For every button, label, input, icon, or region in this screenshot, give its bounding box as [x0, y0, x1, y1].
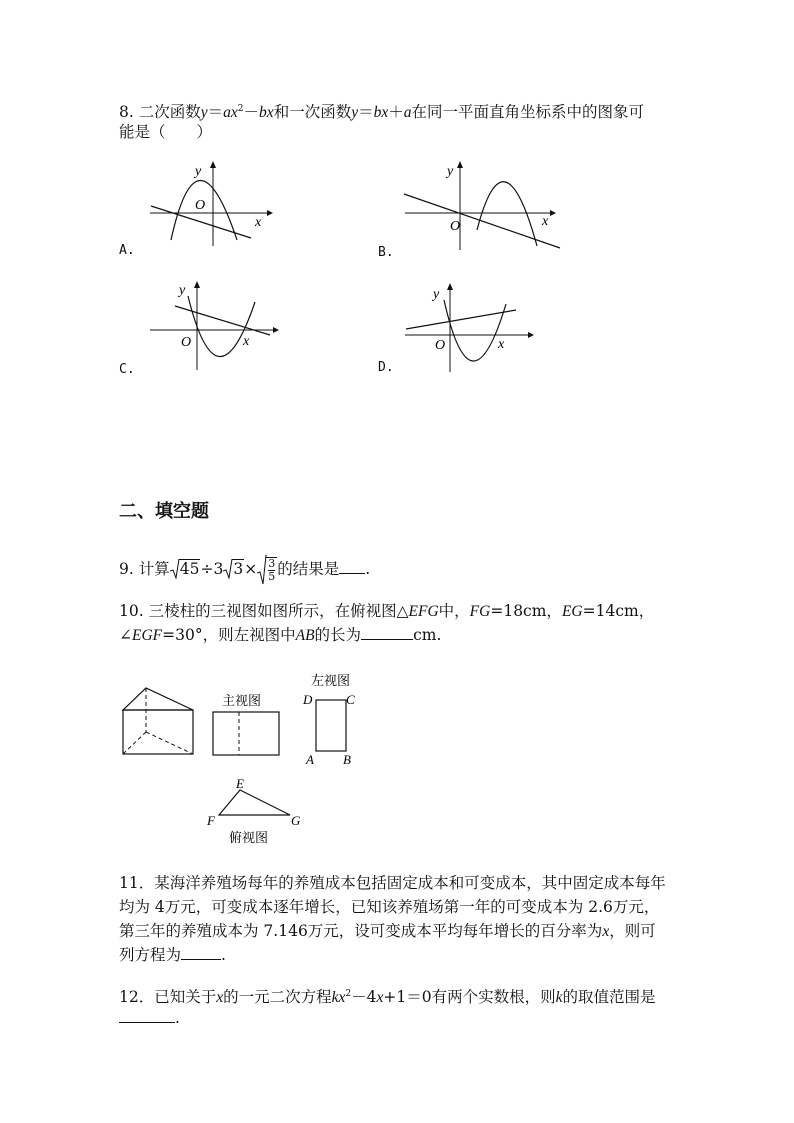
q9-radicand-45: 45 [179, 560, 200, 578]
left-view-rect [316, 700, 346, 751]
q9-answer-blank[interactable] [339, 558, 365, 574]
q8-number: 8. [119, 103, 134, 122]
q10-number: 10. [119, 602, 144, 620]
graph-c-x-arrow [273, 327, 279, 333]
graph-c-y-arrow [194, 281, 200, 288]
top-view-label: 俯视图 [229, 831, 269, 846]
q8-g-eq: ＝ [358, 103, 374, 122]
q8-text-c: 在同一平面直角坐标系中的图象可 [411, 103, 645, 122]
q8-f-ax: ax [223, 104, 238, 122]
graph-d-parabola [444, 300, 506, 361]
prism-drawing [123, 688, 193, 754]
q10-line1 [119, 600, 654, 623]
front-view-label: 主视图 [222, 694, 262, 709]
q12-end: . [175, 1009, 180, 1027]
graph-c-x-label: x [243, 334, 250, 349]
q10-ab: AB [295, 627, 315, 644]
q8-g-bx: bx [373, 104, 389, 122]
q11-answer-blank[interactable] [181, 944, 221, 960]
graph-d-x-arrow [528, 332, 534, 338]
q12-line1 [119, 983, 656, 1009]
q12-eq-rest: +1＝0 [383, 988, 432, 1007]
q9-times: × [244, 560, 258, 578]
q9-number: 9. [119, 560, 134, 578]
q9-sqrt-3 [223, 556, 244, 582]
graph-b-x-arrow [550, 210, 556, 216]
q8-g-y: y [351, 104, 359, 122]
graph-a-x-label: x [255, 215, 262, 230]
q9-radicand-3: 3 [233, 560, 244, 578]
q10-egf: EGF [132, 627, 163, 644]
graph-c-y-label: y [179, 283, 186, 298]
graph-b-x-label: x [542, 214, 549, 229]
q8-f-eq: ＝ [207, 103, 224, 122]
q10-t7: cm. [413, 626, 442, 644]
q9-line [119, 556, 370, 588]
q12-t1: 已知关于 [154, 988, 217, 1007]
graph-d-line [406, 310, 516, 329]
q10-angle: ∠ [119, 626, 132, 644]
graph-d-y-arrow [447, 283, 453, 290]
graph-a-y-label: y [195, 164, 202, 179]
q12-t3: 有两个实数根，则 [431, 988, 556, 1007]
q10-t6: 的长为 [314, 626, 362, 644]
q9-end: . [365, 560, 371, 578]
option-d-label: D. [378, 360, 394, 375]
q12-k: k [555, 989, 563, 1007]
graph-c [145, 278, 285, 373]
q8-g-plus: ＋ [388, 103, 404, 122]
label-g: G [291, 813, 301, 828]
q9-sqrt-frac [257, 557, 277, 588]
q12-eq-minus4: －4 [351, 988, 377, 1007]
q12-eq-x: x [376, 989, 384, 1007]
front-view-rect [213, 712, 279, 755]
q10-t5: =30°，则左视图中 [162, 626, 296, 644]
q12-number: 12． [119, 988, 155, 1007]
q9-pre: 计算 [138, 560, 170, 578]
q11-line1: 11．某海洋养殖场每年的养殖成本包括固定成本和可变成本，其中固定成本每年 [119, 874, 666, 892]
graph-b-line [404, 194, 560, 248]
q12-line2 [119, 1007, 180, 1029]
q8-f-y: y [200, 104, 208, 122]
q11-line4b: . [221, 946, 226, 964]
option-c-label: C. [119, 362, 135, 377]
q12-eq-kx: kx [331, 989, 346, 1007]
q12-t4: 的取值范围是 [562, 988, 656, 1007]
q11-x: x [602, 923, 610, 940]
q12-t2: 的一元二次方程 [223, 988, 332, 1007]
q9-frac-den: 5 [268, 570, 276, 583]
top-view-triangle [219, 790, 290, 815]
q12-answer-blank[interactable] [119, 1007, 175, 1023]
graph-b-y-arrow [457, 161, 463, 168]
q11-line4a: 列方程为 [119, 946, 182, 964]
option-b-label: B. [378, 245, 394, 260]
graph-b [400, 158, 565, 253]
q8-line2: 能是（ ） [119, 123, 213, 141]
q9-div: ÷3 [200, 560, 224, 578]
graph-c-line [175, 306, 270, 335]
q10-t1: 三棱柱的三视图如图所示，在俯视图△ [148, 602, 409, 620]
graph-d-y-label: y [433, 287, 440, 302]
q9-frac-num: 3 [268, 557, 276, 570]
q10-t2: 中， [438, 602, 470, 620]
graph-a-y-arrow [210, 161, 216, 168]
q10-answer-blank[interactable] [361, 624, 413, 640]
q11-line4 [119, 944, 226, 966]
q11-line2: 均为 4万元，可变成本逐年增长，已知该养殖场第一年的可变成本为 2.6万元， [119, 898, 660, 916]
option-a-label: A. [119, 243, 135, 258]
label-f: F [207, 813, 215, 828]
q11-line3 [119, 920, 656, 943]
q11-line3a: 第三年的养殖成本为 7.146万元，设可变成本平均每年增长的百分率为 [119, 922, 603, 940]
graph-a [145, 158, 275, 248]
q10-figures [115, 668, 365, 853]
q9-post: 的结果是 [277, 560, 340, 578]
q10-efg: EFG [408, 603, 439, 620]
q9-sqrt-45 [170, 556, 201, 582]
q12-eq-sq: 2 [345, 989, 352, 999]
graph-b-y-label: y [447, 164, 454, 179]
left-view-label: 左视图 [311, 674, 351, 689]
label-e: E [236, 776, 244, 791]
label-c: C [346, 692, 355, 707]
graph-b-origin: O [450, 219, 461, 234]
q10-t3: =18cm， [490, 602, 562, 620]
q8-text-b: 和一次函数 [273, 103, 352, 122]
q8-g-a: a [403, 104, 412, 122]
q10-eg: EG [561, 603, 583, 620]
q10-line2 [119, 624, 441, 647]
label-a: A [306, 752, 314, 767]
graph-d [400, 280, 540, 375]
q8-f-minus: － [243, 103, 260, 122]
q10-fg: FG [469, 603, 491, 620]
graph-a-x-arrow [267, 210, 273, 216]
graph-d-origin: O [435, 338, 446, 353]
q8-f-sq: 2 [237, 104, 244, 114]
graph-d-x-label: x [498, 337, 505, 352]
q8-text-a: 二次函数 [138, 103, 201, 122]
section-heading: 二、填空题 [119, 501, 209, 522]
q12-x: x [216, 989, 224, 1007]
label-b: B [343, 752, 351, 767]
q11-line3b: ，则可 [609, 922, 656, 940]
q8-f-bx: bx [259, 104, 274, 122]
label-d: D [303, 692, 313, 707]
graph-a-origin: O [195, 198, 206, 213]
graph-c-origin: O [181, 335, 192, 350]
q10-t4: =14cm， [582, 602, 655, 620]
